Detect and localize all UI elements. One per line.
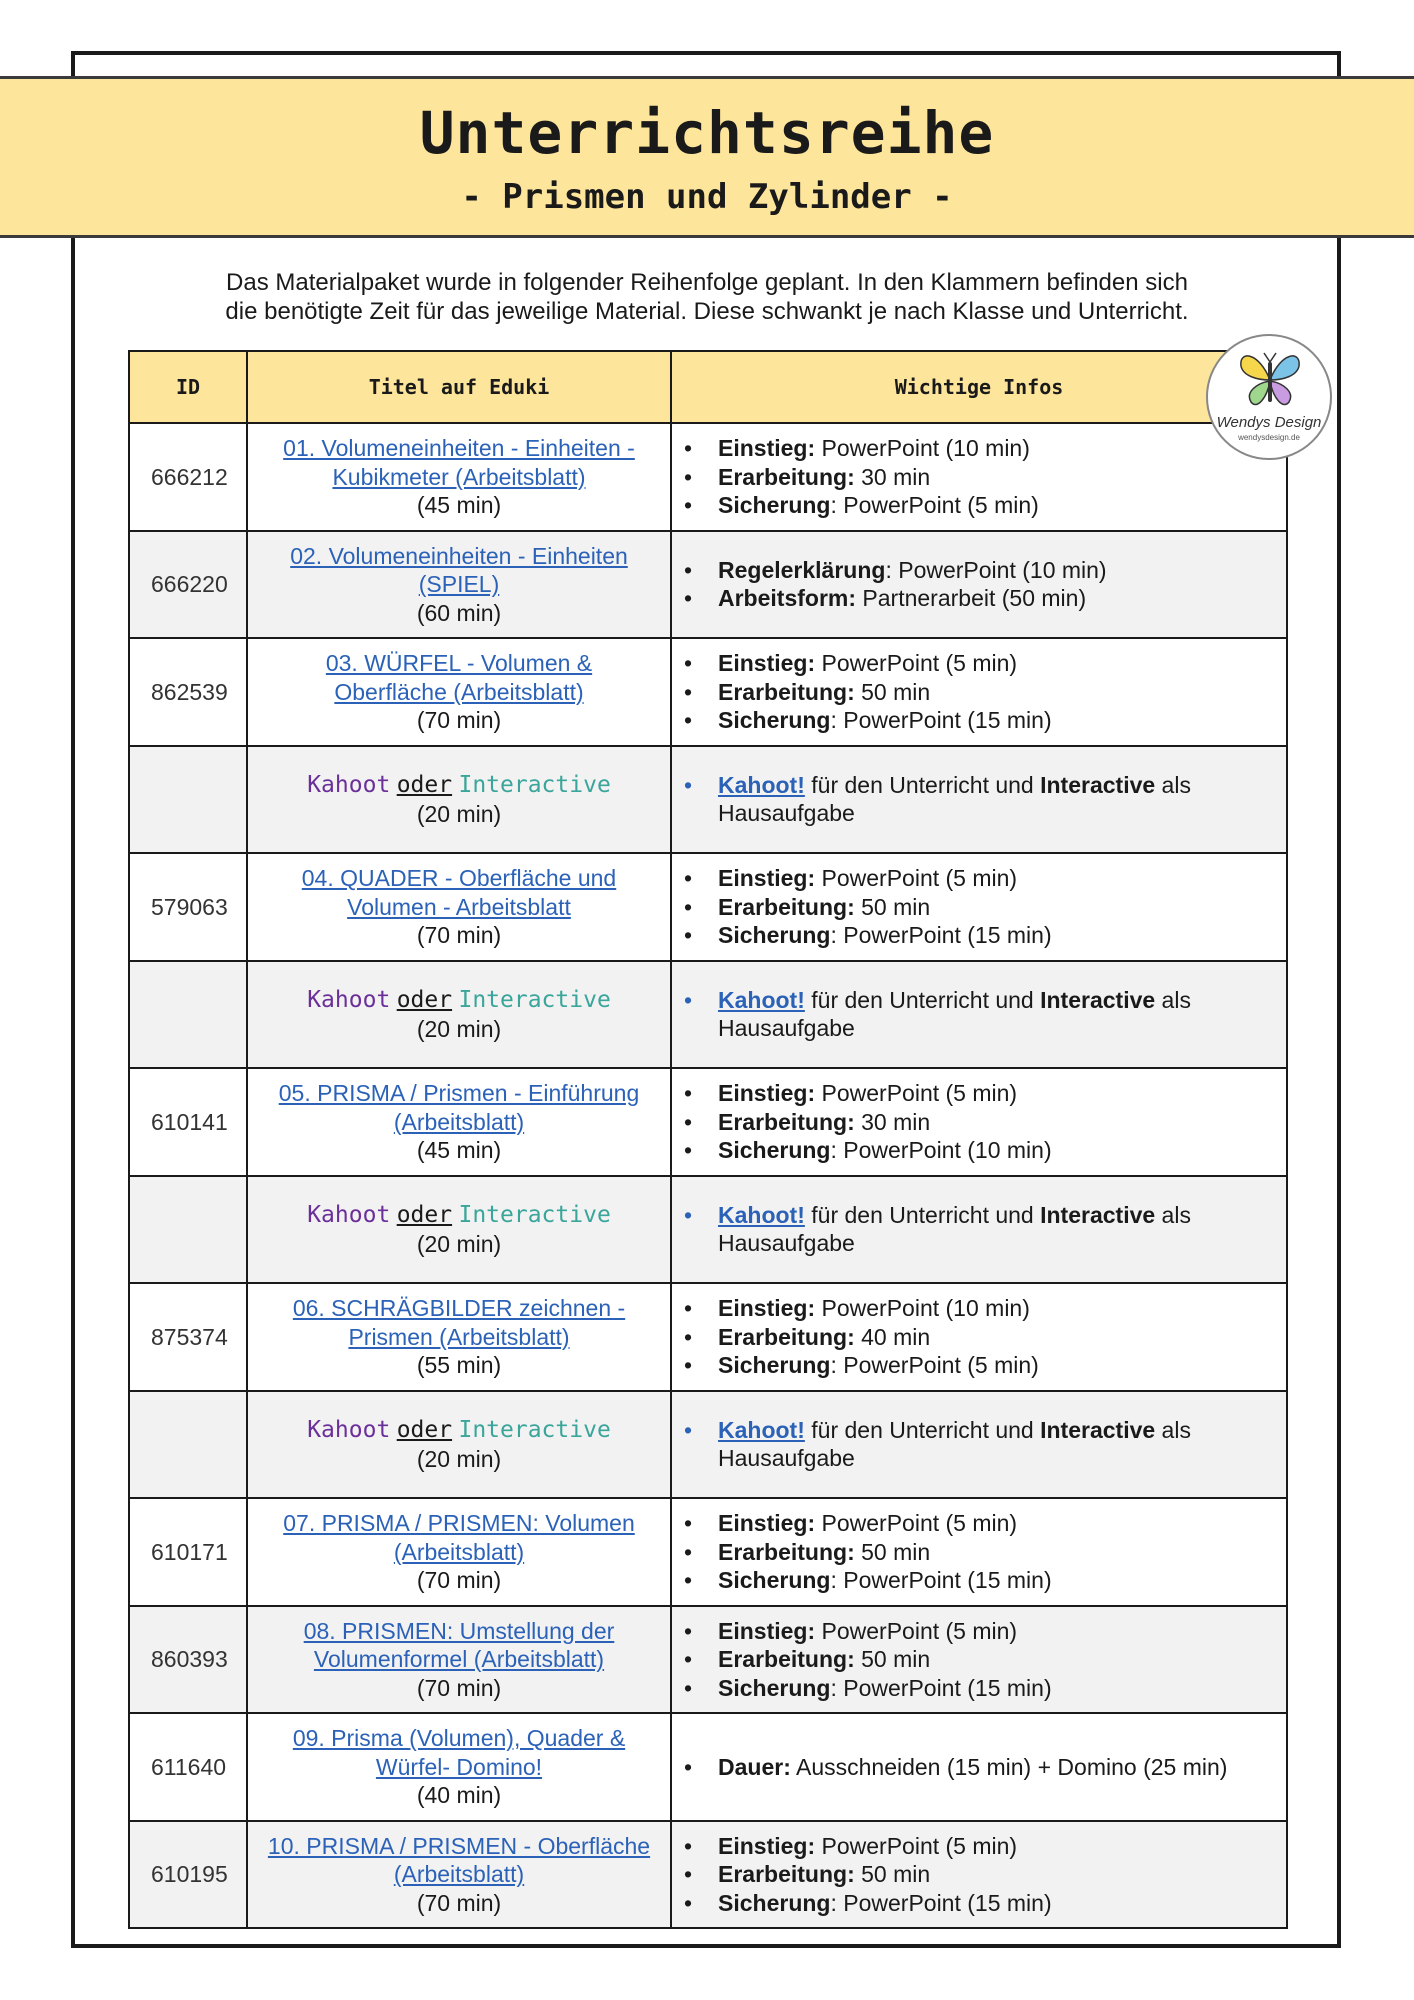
info-value: 50 min bbox=[854, 1646, 931, 1672]
kahoot-duration: (20 min) bbox=[416, 1445, 502, 1472]
info-value: für den Unterricht und bbox=[804, 1201, 1041, 1228]
info-label: Sicherung bbox=[718, 1352, 831, 1378]
info-text bbox=[718, 1294, 1030, 1323]
bullet-icon: • bbox=[684, 556, 693, 583]
info-item bbox=[684, 1108, 1278, 1137]
material-title-link[interactable]: 02. Volumeneinheiten - Einheiten bbox=[290, 542, 628, 569]
info-cell bbox=[671, 423, 1287, 531]
material-title-link[interactable]: Volumenformel (Arbeitsblatt) bbox=[313, 1646, 605, 1672]
info-text bbox=[718, 921, 1052, 950]
material-title-link[interactable]: 10. PRISMA / PRISMEN - Oberfläche bbox=[267, 1832, 651, 1859]
intro-line: die benötigte Zeit für das jeweilige Material. Diese schwankt je nach Klasse und Unterricht. bbox=[225, 298, 1189, 325]
info-value: PowerPoint (5 min) bbox=[815, 1617, 1018, 1644]
table-row bbox=[129, 1713, 1287, 1821]
kahoot-label[interactable]: Kahoot bbox=[307, 1417, 391, 1444]
info-text bbox=[718, 893, 930, 922]
kahoot-duration: (20 min) bbox=[416, 1015, 502, 1042]
info-text bbox=[718, 463, 930, 492]
info-label: Erarbeitung: bbox=[718, 678, 855, 705]
kahoot-label[interactable]: Kahoot bbox=[307, 987, 391, 1014]
info-text bbox=[718, 491, 1039, 520]
material-duration: (55 min) bbox=[416, 1352, 502, 1378]
kahoot-title-cell bbox=[247, 961, 671, 1069]
material-id: 610195 bbox=[129, 1821, 247, 1929]
oder-label: oder bbox=[396, 1417, 453, 1444]
header-title: Titel auf Eduki bbox=[247, 351, 671, 423]
info-cell bbox=[671, 746, 1287, 854]
info-text bbox=[718, 706, 1052, 735]
bullet-icon: • bbox=[684, 1832, 693, 1859]
bullet-icon: • bbox=[684, 463, 693, 490]
material-id: 610171 bbox=[129, 1498, 247, 1606]
info-value: als Hausaufgabe bbox=[718, 1416, 1191, 1472]
page-title: Unterrichtsreihe bbox=[419, 99, 995, 167]
material-title-link[interactable]: Würfel- Domino! bbox=[375, 1753, 543, 1780]
interactive-label[interactable]: Interactive bbox=[458, 1417, 611, 1444]
kahoot-title-cell bbox=[247, 1391, 671, 1499]
title-banner bbox=[0, 76, 1414, 238]
info-text bbox=[718, 1201, 1278, 1258]
bullet-icon: • bbox=[684, 1861, 693, 1887]
table-row bbox=[129, 531, 1287, 639]
bullet-icon: • bbox=[684, 1674, 693, 1701]
info-label: Einstieg: bbox=[718, 1510, 816, 1536]
material-duration: (45 min) bbox=[416, 1137, 502, 1163]
info-item bbox=[684, 893, 1278, 922]
material-duration: (70 min) bbox=[416, 1889, 502, 1916]
material-title-link[interactable]: 09. Prisma (Volumen), Quader & bbox=[292, 1725, 626, 1751]
info-cell bbox=[671, 1713, 1287, 1821]
kahoot-link[interactable]: Kahoot! bbox=[718, 1201, 805, 1228]
info-item bbox=[684, 1538, 1278, 1567]
info-value: für den Unterricht und bbox=[804, 1416, 1041, 1443]
material-title-cell bbox=[247, 423, 671, 531]
info-label: Einstieg: bbox=[718, 865, 816, 891]
material-title-link[interactable]: 03. WÜRFEL - Volumen & bbox=[325, 650, 593, 676]
info-value: als Hausaufgabe bbox=[718, 771, 1191, 827]
info-value: 50 min bbox=[854, 893, 931, 920]
material-id: 611640 bbox=[129, 1713, 247, 1821]
kahoot-link[interactable]: Kahoot! bbox=[718, 986, 805, 1013]
info-item bbox=[684, 1753, 1278, 1782]
info-text bbox=[718, 1617, 1017, 1646]
table-row bbox=[129, 1821, 1287, 1929]
info-text bbox=[718, 556, 1107, 585]
bullet-icon: • bbox=[684, 707, 693, 733]
material-duration: (70 min) bbox=[416, 707, 502, 733]
kahoot-duration: (20 min) bbox=[416, 1230, 502, 1257]
empty-id-cell bbox=[129, 961, 247, 1069]
bullet-icon: • bbox=[684, 1416, 693, 1443]
info-label: Einstieg: bbox=[718, 1080, 816, 1106]
info-value: : PowerPoint (15 min) bbox=[830, 707, 1052, 733]
oder-label: oder bbox=[396, 987, 453, 1014]
info-text bbox=[718, 771, 1278, 828]
info-item bbox=[684, 1860, 1278, 1889]
kahoot-options bbox=[260, 985, 658, 1015]
interactive-label[interactable]: Interactive bbox=[458, 1202, 611, 1229]
material-id: 610141 bbox=[129, 1068, 247, 1176]
kahoot-title-cell bbox=[247, 1176, 671, 1284]
info-label: Einstieg: bbox=[718, 1832, 816, 1859]
info-text bbox=[718, 678, 930, 707]
material-title-link[interactable]: Volumen - Arbeitsblatt bbox=[347, 893, 571, 920]
empty-id-cell bbox=[129, 1391, 247, 1499]
info-value: PowerPoint (5 min) bbox=[815, 650, 1018, 676]
info-label: Sicherung bbox=[718, 922, 831, 948]
kahoot-link[interactable]: Kahoot! bbox=[718, 1416, 805, 1443]
info-item bbox=[684, 864, 1278, 893]
info-label: Interactive bbox=[1040, 1416, 1156, 1443]
info-item bbox=[684, 1566, 1278, 1595]
info-cell bbox=[671, 853, 1287, 961]
info-item bbox=[684, 463, 1278, 492]
table-row bbox=[129, 1068, 1287, 1176]
header-info: Wichtige Infos bbox=[671, 351, 1287, 423]
info-text bbox=[718, 1889, 1052, 1918]
info-value: PowerPoint (5 min) bbox=[815, 1080, 1018, 1106]
info-text bbox=[718, 1566, 1052, 1595]
info-item bbox=[684, 491, 1278, 520]
material-duration: (70 min) bbox=[416, 922, 502, 948]
info-value: 50 min bbox=[854, 1538, 931, 1565]
material-title-link[interactable]: 05. PRISMA / Prismen - Einführung bbox=[278, 1080, 640, 1106]
bullet-icon: • bbox=[684, 1538, 693, 1565]
info-value: PowerPoint (10 min) bbox=[815, 435, 1030, 461]
table-row bbox=[129, 1498, 1287, 1606]
oder-label: oder bbox=[396, 1202, 453, 1229]
info-item bbox=[684, 1674, 1278, 1703]
material-duration: (60 min) bbox=[416, 599, 502, 626]
material-duration: (45 min) bbox=[416, 492, 502, 518]
info-text bbox=[718, 584, 1086, 613]
info-text bbox=[718, 1832, 1017, 1861]
intro-line: Das Materialpaket wurde in folgender Reihenfolge geplant. In den Klammern befinden sich bbox=[226, 269, 1188, 296]
table-header-row bbox=[129, 351, 1287, 423]
info-cell bbox=[671, 961, 1287, 1069]
bullet-icon: • bbox=[684, 492, 693, 518]
bullet-icon: • bbox=[684, 1295, 693, 1321]
info-label: Sicherung bbox=[718, 1674, 831, 1701]
bullet-icon: • bbox=[684, 922, 693, 948]
kahoot-label[interactable]: Kahoot bbox=[307, 772, 391, 799]
info-text bbox=[718, 1674, 1052, 1703]
info-label: Erarbeitung: bbox=[718, 1861, 855, 1887]
header-id: ID bbox=[129, 351, 247, 423]
bullet-icon: • bbox=[684, 771, 693, 798]
oder-label: oder bbox=[396, 772, 453, 799]
material-title-link[interactable]: 04. QUADER - Oberfläche und bbox=[301, 865, 617, 891]
bullet-icon: • bbox=[684, 893, 693, 920]
info-item bbox=[684, 1832, 1278, 1861]
kahoot-row bbox=[129, 961, 1287, 1069]
material-id: 860393 bbox=[129, 1606, 247, 1714]
info-value: PowerPoint (10 min) bbox=[815, 1295, 1030, 1321]
info-value: : PowerPoint (5 min) bbox=[830, 1352, 1039, 1378]
info-label: Regelerklärung bbox=[718, 556, 886, 583]
kahoot-label[interactable]: Kahoot bbox=[307, 1202, 391, 1229]
bullet-icon: • bbox=[684, 1201, 693, 1228]
table-row bbox=[129, 853, 1287, 961]
material-duration: (40 min) bbox=[416, 1782, 502, 1808]
logo-url: wendysdesign.de bbox=[1238, 433, 1300, 442]
info-item bbox=[684, 1889, 1278, 1918]
bullet-icon: • bbox=[684, 1567, 693, 1593]
info-text bbox=[718, 1860, 930, 1889]
material-duration: (70 min) bbox=[416, 1567, 502, 1593]
info-value: als Hausaufgabe bbox=[718, 986, 1191, 1042]
info-label: Einstieg: bbox=[718, 650, 816, 676]
info-value: PowerPoint (5 min) bbox=[815, 1832, 1018, 1859]
material-title-cell bbox=[247, 531, 671, 639]
info-item bbox=[684, 1416, 1278, 1473]
kahoot-row bbox=[129, 746, 1287, 854]
empty-id-cell bbox=[129, 746, 247, 854]
bullet-icon: • bbox=[684, 678, 693, 705]
info-label: Interactive bbox=[1040, 1201, 1156, 1228]
info-text bbox=[718, 1136, 1052, 1165]
info-label: Sicherung bbox=[718, 492, 831, 518]
wendys-design-logo bbox=[1206, 334, 1332, 460]
kahoot-options bbox=[260, 1415, 658, 1445]
intro-text bbox=[120, 268, 1294, 326]
info-cell bbox=[671, 1498, 1287, 1606]
info-label: Erarbeitung: bbox=[718, 1538, 855, 1565]
info-item bbox=[684, 771, 1278, 828]
info-cell bbox=[671, 1821, 1287, 1929]
info-label: Einstieg: bbox=[718, 435, 816, 461]
kahoot-row bbox=[129, 1176, 1287, 1284]
info-item bbox=[684, 1617, 1278, 1646]
bullet-icon: • bbox=[684, 435, 693, 461]
info-item bbox=[684, 1294, 1278, 1323]
info-item bbox=[684, 1323, 1278, 1352]
material-title-cell bbox=[247, 638, 671, 746]
info-label: Erarbeitung: bbox=[718, 1108, 855, 1135]
info-item bbox=[684, 1645, 1278, 1674]
material-title-cell bbox=[247, 853, 671, 961]
info-text bbox=[718, 1323, 930, 1352]
bullet-icon: • bbox=[684, 1646, 693, 1672]
info-item bbox=[684, 1079, 1278, 1108]
kahoot-title-cell bbox=[247, 746, 671, 854]
info-text bbox=[718, 434, 1030, 463]
info-value: PowerPoint (5 min) bbox=[815, 865, 1018, 891]
info-item bbox=[684, 1201, 1278, 1258]
info-cell bbox=[671, 1606, 1287, 1714]
table-row bbox=[129, 423, 1287, 531]
info-label: Arbeitsform: bbox=[718, 585, 857, 612]
info-text bbox=[718, 649, 1017, 678]
info-cell bbox=[671, 1176, 1287, 1284]
material-id: 875374 bbox=[129, 1283, 247, 1391]
info-text bbox=[718, 1509, 1017, 1538]
info-label: Dauer: bbox=[718, 1753, 791, 1780]
info-text bbox=[718, 986, 1278, 1043]
table-row bbox=[129, 1283, 1287, 1391]
material-title-cell bbox=[247, 1713, 671, 1821]
info-value: für den Unterricht und bbox=[804, 771, 1041, 798]
info-cell bbox=[671, 1391, 1287, 1499]
material-title-cell bbox=[247, 1068, 671, 1176]
bullet-icon: • bbox=[684, 1617, 693, 1644]
info-label: Erarbeitung: bbox=[718, 893, 855, 920]
material-title-link[interactable]: 07. PRISMA / PRISMEN: Volumen bbox=[283, 1510, 635, 1536]
info-value: als Hausaufgabe bbox=[718, 1201, 1191, 1257]
material-duration: (70 min) bbox=[416, 1674, 502, 1701]
interactive-label[interactable]: Interactive bbox=[458, 987, 611, 1014]
empty-id-cell bbox=[129, 1176, 247, 1284]
info-cell bbox=[671, 1068, 1287, 1176]
bullet-icon: • bbox=[684, 650, 693, 676]
info-label: Sicherung bbox=[718, 1567, 831, 1593]
info-label: Sicherung bbox=[718, 707, 831, 733]
info-label: Interactive bbox=[1040, 771, 1156, 798]
table-row bbox=[129, 1606, 1287, 1714]
info-item bbox=[684, 678, 1278, 707]
info-item bbox=[684, 434, 1278, 463]
bullet-icon: • bbox=[684, 1108, 693, 1135]
bullet-icon: • bbox=[684, 1510, 693, 1536]
info-value: 40 min bbox=[854, 1323, 931, 1350]
bullet-icon: • bbox=[684, 865, 693, 891]
info-item bbox=[684, 649, 1278, 678]
info-value: PowerPoint (5 min) bbox=[815, 1510, 1018, 1536]
info-item bbox=[684, 986, 1278, 1043]
info-label: Interactive bbox=[1040, 986, 1156, 1013]
material-title-link[interactable]: (Arbeitsblatt) bbox=[393, 1108, 525, 1135]
kahoot-options bbox=[260, 770, 658, 800]
info-cell bbox=[671, 638, 1287, 746]
info-item bbox=[684, 1351, 1278, 1380]
kahoot-options bbox=[260, 1200, 658, 1230]
info-text bbox=[718, 1079, 1017, 1108]
material-id: 666212 bbox=[129, 423, 247, 531]
info-value: 50 min bbox=[854, 1861, 931, 1887]
info-item bbox=[684, 706, 1278, 735]
info-item bbox=[684, 584, 1278, 613]
material-title-link[interactable]: (Arbeitsblatt) bbox=[393, 1861, 525, 1887]
material-id: 666220 bbox=[129, 531, 247, 639]
info-text bbox=[718, 1351, 1039, 1380]
info-item bbox=[684, 1509, 1278, 1538]
material-title-link[interactable]: 08. PRISMEN: Umstellung der bbox=[303, 1617, 615, 1644]
bullet-icon: • bbox=[684, 986, 693, 1013]
interactive-label[interactable]: Interactive bbox=[458, 772, 611, 799]
info-label: Sicherung bbox=[718, 1137, 831, 1163]
info-item bbox=[684, 1136, 1278, 1165]
material-id: 862539 bbox=[129, 638, 247, 746]
bullet-icon: • bbox=[684, 1080, 693, 1106]
info-cell bbox=[671, 1283, 1287, 1391]
info-label: Einstieg: bbox=[718, 1295, 816, 1321]
kahoot-link[interactable]: Kahoot! bbox=[718, 771, 805, 798]
info-item bbox=[684, 556, 1278, 585]
info-value: : PowerPoint (10 min) bbox=[885, 556, 1107, 583]
material-title-link[interactable]: (Arbeitsblatt) bbox=[393, 1538, 525, 1565]
info-value: 50 min bbox=[854, 678, 931, 705]
info-value: : PowerPoint (10 min) bbox=[830, 1137, 1052, 1163]
bullet-icon: • bbox=[684, 1137, 693, 1163]
material-title-link[interactable]: (SPIEL) bbox=[418, 571, 500, 597]
info-label: Erarbeitung: bbox=[718, 463, 855, 490]
logo-name: Wendys Design bbox=[1216, 414, 1322, 431]
info-value: 30 min bbox=[854, 463, 931, 490]
material-title-link[interactable]: Prismen (Arbeitsblatt) bbox=[348, 1323, 570, 1350]
info-value: Ausschneiden (15 min) + Domino (25 min) bbox=[790, 1753, 1228, 1780]
info-value: : PowerPoint (15 min) bbox=[830, 922, 1052, 948]
info-value: : PowerPoint (5 min) bbox=[830, 492, 1039, 518]
info-text bbox=[718, 864, 1017, 893]
info-value: für den Unterricht und bbox=[804, 986, 1041, 1013]
info-text bbox=[718, 1538, 930, 1567]
kahoot-row bbox=[129, 1391, 1287, 1499]
kahoot-duration: (20 min) bbox=[416, 800, 502, 827]
info-value: : PowerPoint (15 min) bbox=[830, 1674, 1052, 1701]
material-title-cell bbox=[247, 1498, 671, 1606]
page-subtitle: - Prismen und Zylinder - bbox=[461, 177, 953, 217]
material-title-link[interactable]: Oberfläche (Arbeitsblatt) bbox=[334, 678, 584, 705]
info-text bbox=[718, 1645, 930, 1674]
bullet-icon: • bbox=[684, 1753, 693, 1780]
butterfly-icon bbox=[1237, 350, 1303, 412]
info-label: Sicherung bbox=[718, 1889, 831, 1916]
info-label: Erarbeitung: bbox=[718, 1323, 855, 1350]
material-title-link[interactable]: Kubikmeter (Arbeitsblatt) bbox=[332, 463, 586, 490]
info-text bbox=[718, 1753, 1227, 1782]
info-value: Partnerarbeit (50 min) bbox=[856, 585, 1087, 612]
info-text bbox=[718, 1108, 930, 1137]
lesson-plan-table bbox=[128, 350, 1288, 1929]
info-value: 30 min bbox=[854, 1108, 931, 1135]
info-label: Erarbeitung: bbox=[718, 1646, 855, 1672]
material-title-cell bbox=[247, 1606, 671, 1714]
material-title-link[interactable]: 06. SCHRÄGBILDER zeichnen - bbox=[292, 1295, 626, 1321]
bullet-icon: • bbox=[684, 1352, 693, 1378]
info-cell bbox=[671, 531, 1287, 639]
table-row bbox=[129, 638, 1287, 746]
info-text bbox=[718, 1416, 1278, 1473]
table-body bbox=[129, 423, 1287, 1928]
info-label: Einstieg: bbox=[718, 1617, 816, 1644]
bullet-icon: • bbox=[684, 1889, 693, 1916]
material-id: 579063 bbox=[129, 853, 247, 961]
info-value: : PowerPoint (15 min) bbox=[830, 1567, 1052, 1593]
info-item bbox=[684, 921, 1278, 950]
bullet-icon: • bbox=[684, 1323, 693, 1350]
info-value: : PowerPoint (15 min) bbox=[830, 1889, 1052, 1916]
material-title-cell bbox=[247, 1283, 671, 1391]
material-title-cell bbox=[247, 1821, 671, 1929]
bullet-icon: • bbox=[684, 585, 693, 612]
material-title-link[interactable]: 01. Volumeneinheiten - Einheiten - bbox=[283, 435, 635, 461]
